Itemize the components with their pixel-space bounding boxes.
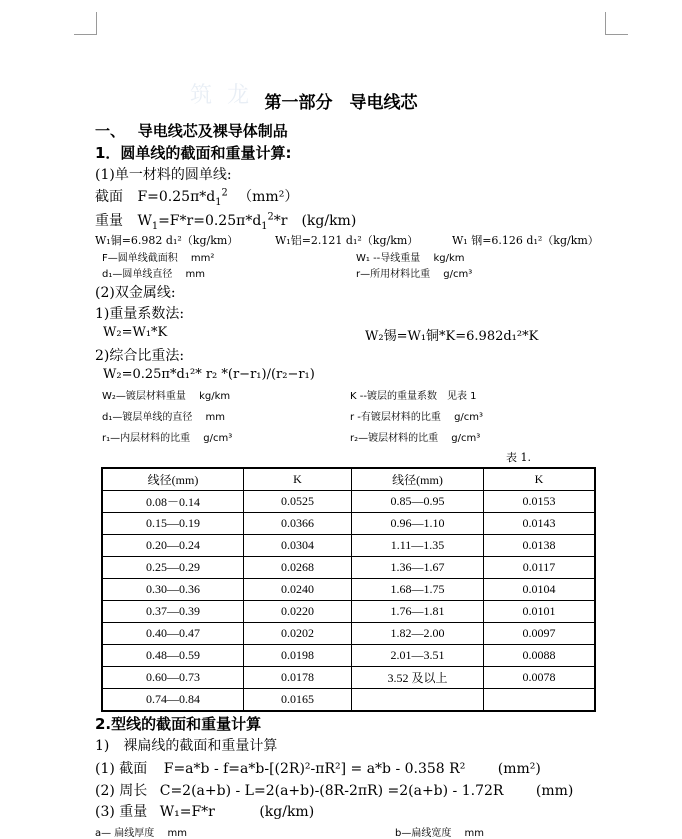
flat-area-label: (1) 截面 xyxy=(95,761,148,777)
table-cell: 0.48—0.59 xyxy=(102,645,244,667)
subsection2-heading: 2.型线的截面和重量计算 xyxy=(95,715,262,733)
table-cell: 0.96—1.10 xyxy=(352,513,484,535)
weight-formula-body: =F*r=0.25π*d xyxy=(158,213,262,229)
flat-area-unit: (mm²) xyxy=(497,761,541,777)
area-formula-sup: 2 xyxy=(221,187,228,199)
section-heading: 一、 导电线芯及裸导体制品 xyxy=(95,122,288,140)
crop-mark-top-left xyxy=(74,12,97,35)
def-a: a— 扁线厚度 mm xyxy=(95,828,187,839)
bimetal-heading: (2)双金属线: xyxy=(95,285,176,301)
table-cell: 0.40—0.47 xyxy=(102,623,244,645)
table-cell: 0.74—0.84 xyxy=(102,689,244,712)
flat-area-formula: F=a*b - f=a*b-[(2R)²-πR²] = a*b - 0.358 R² xyxy=(163,761,466,777)
table-row xyxy=(102,513,595,535)
def-d1-b: d₁—镀层单线的直径 mm xyxy=(102,412,226,423)
table-cell: 0.0202 xyxy=(244,623,352,645)
header-cell: K xyxy=(244,468,352,491)
table-row xyxy=(102,601,595,623)
table-row xyxy=(102,645,595,667)
table-cell: 0.0143 xyxy=(484,513,596,535)
flat-weight-line xyxy=(95,801,314,821)
def-r-b: r -有镀层材料的比重 g/cm³ xyxy=(350,412,484,423)
table-cell: 0.0165 xyxy=(244,689,352,712)
table-cell: 0.08－0.14 xyxy=(102,491,244,513)
crop-mark-top-right xyxy=(605,12,628,35)
table-cell: 0.0117 xyxy=(484,557,596,579)
flat-area-line xyxy=(95,758,541,778)
table-cell: 2.01—3.51 xyxy=(352,645,484,667)
table-cell: 0.0240 xyxy=(244,579,352,601)
header-cell: 线径(mm) xyxy=(102,468,244,491)
def-r: r—所用材料比重 g/cm³ xyxy=(356,269,473,280)
def-d1: d₁—圆单线直径 mm xyxy=(102,269,206,280)
def-r2: r₂—镀层材料的比重 g/cm³ xyxy=(350,433,481,444)
table-cell: 0.0104 xyxy=(484,579,596,601)
table-cell: 0.0078 xyxy=(484,667,596,689)
table-cell: 0.0088 xyxy=(484,645,596,667)
table-cell: 0.25—0.29 xyxy=(102,557,244,579)
table-cell: 0.85—0.95 xyxy=(352,491,484,513)
weight-formula-sub: 1 xyxy=(151,220,159,232)
table-cell: 0.30—0.36 xyxy=(102,579,244,601)
cu-weight: W₁铜=6.982 d₁²（kg/km） xyxy=(95,234,239,247)
watermark: 筑 龙 xyxy=(190,83,253,108)
weight-formula-tail: *r (kg/km) xyxy=(273,213,357,229)
weight-formula-line: 重量 $W_1=F*r=0.25\pi*d_1^2*r$ (kg/km) xyxy=(95,211,357,232)
table-row xyxy=(102,491,595,513)
table-row xyxy=(102,623,595,645)
table-header-row xyxy=(102,468,595,491)
table-cell: 1.36—1.67 xyxy=(352,557,484,579)
flat-weight-unit: (kg/km) xyxy=(259,804,315,820)
steel-weight: W₁ 钢=6.126 d₁²（kg/km） xyxy=(452,234,599,247)
subsection-heading: 1．圆单线的截面和重量计算: xyxy=(95,144,292,162)
def-r1: r₁—内层材料的比重 g/cm³ xyxy=(102,433,233,444)
area-unit: （mm²） xyxy=(238,189,299,205)
weight-formula-w: W xyxy=(137,213,152,229)
perimeter-formula: C=2(a+b) - L=2(a+b)-(8R-2πR) =2(a+b) - 1.72R xyxy=(159,783,504,799)
def-w2: W₂—镀层材料重量 kg/km xyxy=(102,391,231,402)
table-cell: 0.0220 xyxy=(244,601,352,623)
single-material-heading: (1)单一材料的圆单线: xyxy=(95,167,232,183)
area-formula-line xyxy=(95,186,298,208)
table-cell: 0.0101 xyxy=(484,601,596,623)
area-label: 截面 xyxy=(95,189,123,205)
table-cell: 3.52 及以上 xyxy=(352,667,484,689)
table-cell: 1.11—1.35 xyxy=(352,535,484,557)
flat-weight-label: (3) 重量 xyxy=(95,804,148,820)
perimeter-line xyxy=(95,780,573,800)
header-cell: K xyxy=(484,468,596,491)
table-cell: 0.37—0.39 xyxy=(102,601,244,623)
table-cell xyxy=(484,689,596,712)
table-cell: 0.0304 xyxy=(244,535,352,557)
method2-heading: 2)综合比重法: xyxy=(95,348,185,364)
table-caption: 表 1. xyxy=(506,451,531,464)
def-w1: W₁ --导线重量 kg/km xyxy=(356,253,465,264)
w2-formula: W₂=W₁*K xyxy=(103,325,168,340)
k-coefficient-table xyxy=(101,467,596,712)
table-cell: 1.82—2.00 xyxy=(352,623,484,645)
table-cell: 0.0268 xyxy=(244,557,352,579)
table-cell xyxy=(352,689,484,712)
table-cell: 0.0138 xyxy=(484,535,596,557)
table-cell: 0.60—0.73 xyxy=(102,667,244,689)
method1-heading: 1)重量系数法: xyxy=(95,306,185,322)
table-cell: 0.0198 xyxy=(244,645,352,667)
area-formula: F=0.25π*d xyxy=(137,189,216,205)
table-cell: 0.0178 xyxy=(244,667,352,689)
perimeter-unit: (mm) xyxy=(535,783,574,799)
table-cell: 0.0097 xyxy=(484,623,596,645)
table-row xyxy=(102,689,595,712)
table-row xyxy=(102,535,595,557)
al-weight: W₁铝=2.121 d₁²（kg/km） xyxy=(275,234,419,247)
table-row xyxy=(102,667,595,689)
def-k: K --镀层的重量系数 见表 1 xyxy=(350,391,477,402)
perimeter-label: (2) 周长 xyxy=(95,783,148,799)
table-cell: 1.68—1.75 xyxy=(352,579,484,601)
area-formula-sub: 1 xyxy=(215,196,222,208)
w2-tin-formula: W₂锡=W₁铜*K=6.982d₁²*K xyxy=(365,329,539,344)
table-body xyxy=(102,491,595,712)
table-cell: 0.15—0.19 xyxy=(102,513,244,535)
table-row xyxy=(102,557,595,579)
table-cell: 0.0525 xyxy=(244,491,352,513)
w2-formula-2: W₂=0.25π*d₁²* r₂ *(r−r₁)/(r₂−r₁) xyxy=(103,367,315,382)
flat-weight-formula: W₁=F*r xyxy=(159,804,215,820)
flat-wire-heading: 1) 裸扁线的截面和重量计算 xyxy=(95,738,278,754)
weight-label: 重量 xyxy=(95,213,123,229)
table-cell: 0.0153 xyxy=(484,491,596,513)
table-row xyxy=(102,579,595,601)
table-cell: 1.76—1.81 xyxy=(352,601,484,623)
table-cell: 0.20—0.24 xyxy=(102,535,244,557)
page-title: 第一部分 导电线芯 xyxy=(264,93,418,113)
table-cell: 0.0366 xyxy=(244,513,352,535)
def-b: b—扁线宽度 mm xyxy=(395,828,485,839)
def-f: F—圆单线截面积 mm² xyxy=(102,253,215,264)
header-cell: 线径(mm) xyxy=(352,468,484,491)
